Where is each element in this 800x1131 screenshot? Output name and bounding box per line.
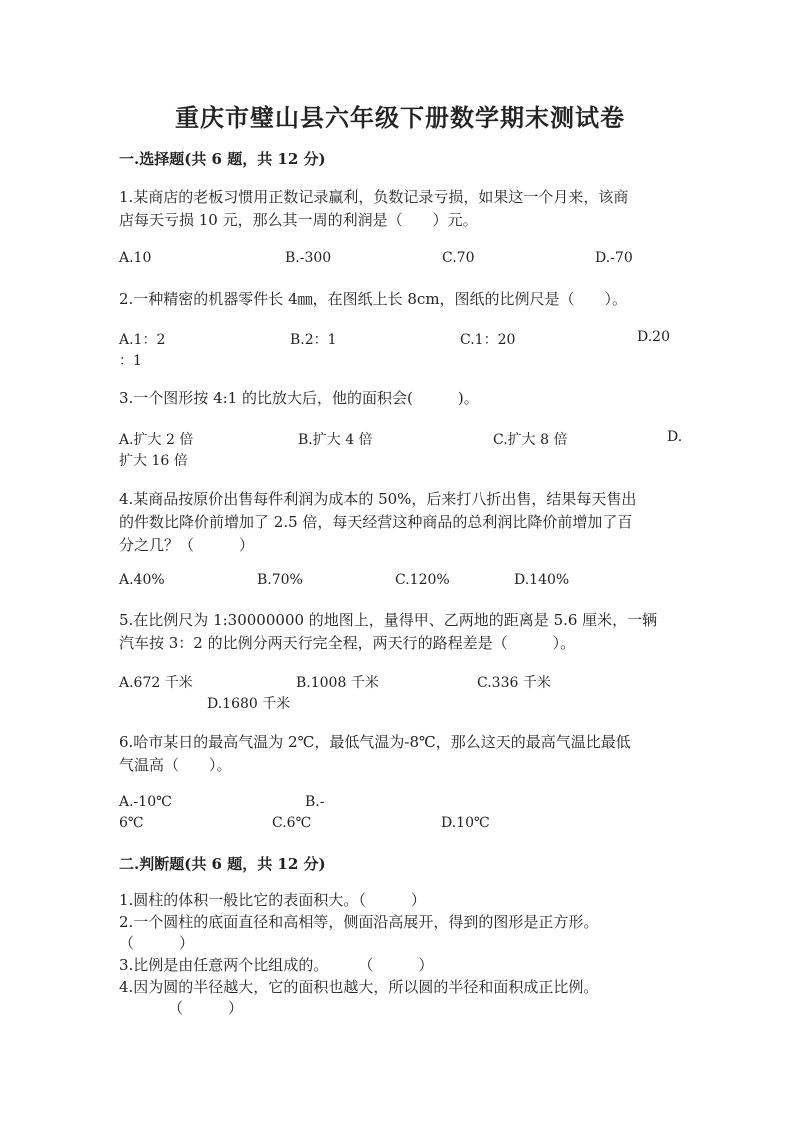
question-1-option-d: D.-70 bbox=[595, 250, 633, 266]
question-4-line-1: 4.某商品按原价出售每件利润为成本的 50%，后来打八折出售，结果每天售出 bbox=[119, 490, 637, 508]
question-5-line-1: 5.在比例尺为 1:30000000 的地图上，量得甲、乙两地的距离是 5.6 厘米，一辆 bbox=[119, 611, 658, 629]
question-6-option-b-cont: 6℃ bbox=[119, 815, 144, 831]
question-3-option-d-cont: 扩大 16 倍 bbox=[119, 453, 188, 469]
question-1-option-b: B.-300 bbox=[285, 250, 332, 266]
question-3-option-c: C.扩大 8 倍 bbox=[493, 432, 568, 448]
question-4-option-c: C.120% bbox=[395, 572, 450, 588]
question-2-option-d-cont: ：1 bbox=[119, 353, 142, 369]
question-3-option-d: D. bbox=[667, 429, 683, 445]
section-heading-choice: 一.选择题(共 6 题，共 12 分) bbox=[119, 150, 326, 168]
question-6-option-c: C.6℃ bbox=[272, 815, 312, 831]
question-4-option-d: D.140% bbox=[514, 572, 570, 588]
question-2-option-b: B.2：1 bbox=[290, 332, 337, 348]
question-1-option-a: A.10 bbox=[119, 250, 152, 266]
question-5-option-b: B.1008 千米 bbox=[296, 675, 379, 691]
question-5-option-d: D.1680 千米 bbox=[207, 696, 291, 712]
question-2-option-c: C.1：20 bbox=[460, 332, 516, 348]
judge-item-3: 3.比例是由任意两个比组成的。 （ ） bbox=[119, 956, 434, 974]
question-3-line-1: 3.一个图形按 4:1 的比放大后，他的面积会( )。 bbox=[119, 389, 479, 407]
question-4-line-2: 的件数比降价前增加了 2.5 倍，每天经营这种商品的总利润比降价前增加了百 bbox=[119, 513, 633, 531]
question-3-option-b: B.扩大 4 倍 bbox=[298, 432, 373, 448]
page-title: 重庆市璧山县六年级下册数学期末测试卷 bbox=[175, 103, 625, 132]
judge-item-4: 4.因为圆的半径越大，它的面积也越大，所以圆的半径和面积成正比例。 bbox=[119, 978, 599, 996]
judge-item-2: 2.一个圆柱的底面直径和高相等，侧面沿高展开，得到的图形是正方形。 bbox=[119, 913, 599, 931]
question-2-line-1: 2.一种精密的机器零件长 4㎜，在图纸上长 8cm，图纸的比例尺是（ ）。 bbox=[119, 290, 628, 308]
question-6-line-2: 气温高（ ）。 bbox=[119, 756, 232, 774]
section-heading-judge: 二.判断题(共 6 题，共 12 分) bbox=[119, 855, 326, 873]
question-4-option-a: A.40% bbox=[119, 572, 165, 588]
question-6-line-1: 6.哈市某日的最高气温为 2℃，最低气温为-8℃，那么这天的最高气温比最低 bbox=[119, 733, 631, 751]
question-6-option-d: D.10℃ bbox=[441, 815, 490, 831]
question-1-line-2: 店每天亏损 10 元，那么其一周的利润是（ ）元。 bbox=[119, 211, 478, 229]
question-5-option-a: A.672 千米 bbox=[119, 675, 193, 691]
question-1-line-1: 1.某商店的老板习惯用正数记录赢利，负数记录亏损，如果这一个月来，该商 bbox=[119, 188, 629, 206]
question-6-option-a: A.-10℃ bbox=[119, 794, 172, 810]
question-1-option-c: C.70 bbox=[442, 250, 475, 266]
question-4-line-3: 分之几？（ ） bbox=[119, 536, 255, 554]
question-4-option-b: B.70% bbox=[257, 572, 303, 588]
question-2-option-d: D.20 bbox=[637, 329, 670, 345]
question-5-line-2: 汽车按 3：2 的比例分两天行完全程，两天行的路程差是（ ）。 bbox=[119, 634, 576, 652]
judge-item-4-bracket: （ ） bbox=[168, 999, 244, 1017]
question-2-option-a: A.1：2 bbox=[119, 332, 166, 348]
question-3-option-a: A.扩大 2 倍 bbox=[119, 432, 194, 448]
question-5-option-c: C.336 千米 bbox=[477, 675, 551, 691]
judge-item-2-bracket: （ ） bbox=[119, 934, 195, 952]
question-6-option-b: B.- bbox=[305, 794, 325, 810]
judge-item-1: 1.圆柱的体积一般比它的表面积大。（ ） bbox=[119, 891, 426, 909]
